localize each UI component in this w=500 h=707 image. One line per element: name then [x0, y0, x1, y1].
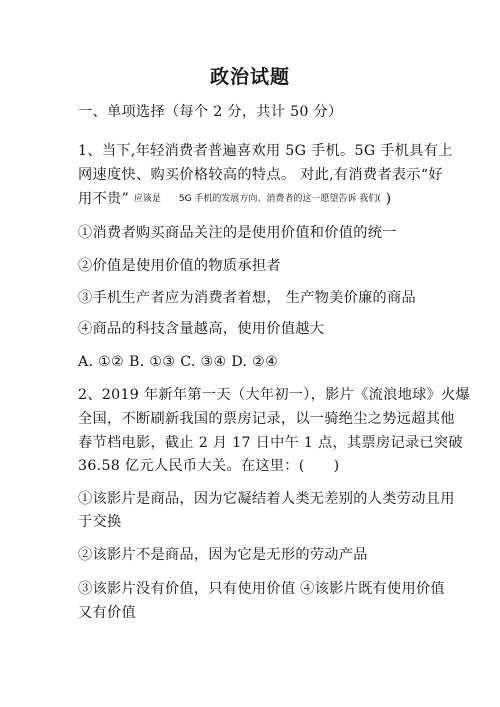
question-2-option-3-line-1: ③该影片没有价值，只有使用价值 ④该影片既有使用价值: [78, 581, 445, 597]
question-2-line-1: 2、2019 年新年第一天（大年初一），影片《流浪地球》火爆: [78, 387, 471, 403]
question-1-line-3-small-text: 应该是 5G 手机的发展方向、消费者的这一愿望告诉 我们(: [133, 194, 381, 204]
question-2-line-2: 全国，不断刷新我国的票房记录，以一骑绝尘之势远超其他: [78, 411, 455, 427]
question-2-option-1-line-2: 于交换: [78, 514, 122, 530]
question-1-choices: A. ①② B. ①③ C. ③④ D. ②④: [78, 354, 279, 370]
question-1-line-3-end: ): [385, 191, 392, 207]
question-2-option-1-line-1: ①该影片是商品，因为它凝结着人类无差别的人类劳动且用: [78, 491, 455, 507]
question-2-option-3-line-2: 又有价值: [78, 605, 136, 621]
question-1-line-3: [78, 190, 391, 208]
question-1-option-1: ①消费者购买商品关注的是使用价值和价值的统一: [78, 225, 397, 241]
question-1-line-2: 网速度快、购买价格较高的特点。 对此,有消费者表示“好: [78, 167, 443, 183]
question-2-option-2: ②该影片不是商品，因为它是无形的劳动产品: [78, 547, 368, 563]
page-title: 政治试题: [209, 66, 290, 88]
question-2-line-3: 春节档电影，截止 2 月 17 日中午 1 点，其票房记录已突破: [78, 435, 463, 451]
question-1-line-3-start: 用不贵”: [78, 191, 130, 207]
question-1-option-3: ③手机生产者应为消费者着想， 生产物美价廉的商品: [78, 290, 417, 306]
question-1-option-4: ④商品的科技含量越高，使用价值越大: [78, 321, 325, 337]
question-2-line-4: 36.58 亿元人民币大关。在这里：( ): [78, 458, 340, 474]
question-1-option-2: ②价值是使用价值的物质承担者: [78, 258, 281, 274]
question-1-line-1: 1、当下,年轻消费者普遍喜欢用 5G 手机。5G 手机具有上: [78, 143, 453, 159]
section-heading: 一、单项选择（每个 2 分，共计 50 分）: [78, 104, 343, 120]
